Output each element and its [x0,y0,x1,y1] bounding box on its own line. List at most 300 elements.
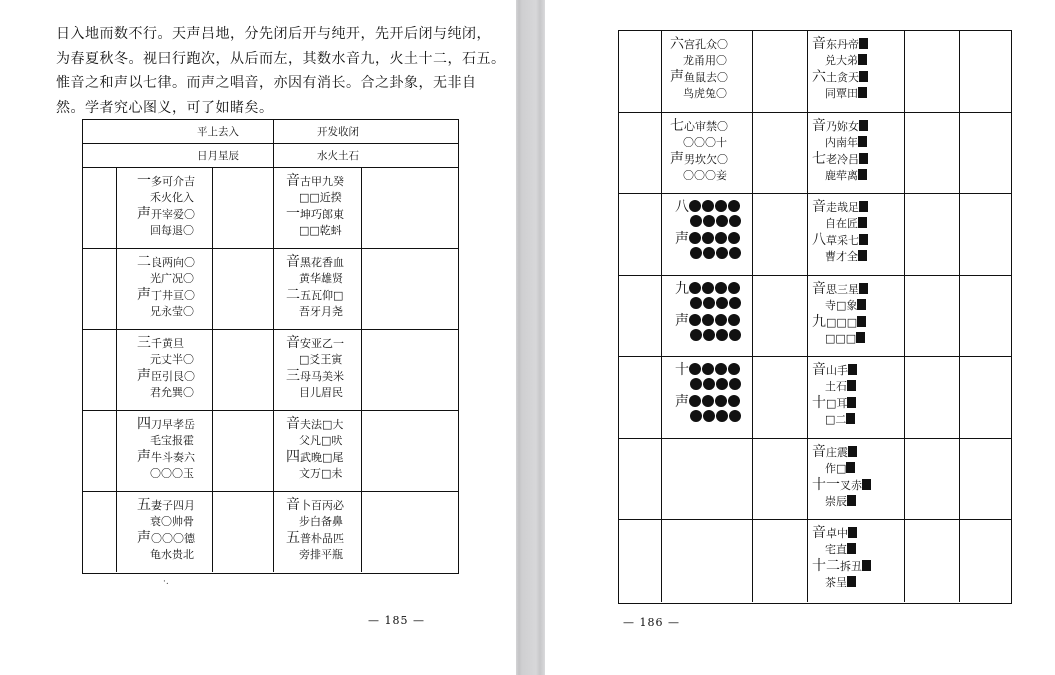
cell-text: 吾牙月尧 [299,305,343,318]
filled-circle-icon [716,410,728,422]
cell-text: 妻子四月 [151,499,195,512]
cell-label-top: 音 [286,173,300,189]
yin-cell [812,281,868,347]
filled-square-icon [847,380,856,391]
cell-line [286,352,344,368]
cell-text: 开宰爱〇 [151,208,195,221]
cell-text: 步白备鼻 [299,515,343,528]
cell-text: 〇〇〇德 [151,532,195,545]
cell-line [670,118,728,135]
cell-label-top: 八 [675,199,689,215]
cell-label-top: 音 [286,416,300,432]
cell-line [675,378,742,394]
cell-line [286,287,344,304]
cell-text: 东丹帝 [826,38,859,51]
cell-text: 草采七 [826,234,859,247]
filled-square-icon [859,38,868,49]
filled-circle-icon [703,297,715,309]
filled-circle-icon [689,232,701,244]
filled-circle-icon [715,200,727,212]
cell-line [286,173,344,190]
filled-circle-icon [703,329,715,341]
cell-line [286,466,343,482]
filled-circle-icon [689,363,701,375]
cell-line [812,412,857,428]
cell-text: 父凡□吠 [299,434,343,447]
filled-circle-icon [703,215,715,227]
cell-line [670,86,728,102]
left-page [0,0,516,675]
cell-line [286,497,344,514]
table-header-row [83,144,458,168]
sheng-cell [137,416,195,482]
filled-circle-icon [690,215,702,227]
filled-square-icon [848,364,857,375]
cell-label-top: 音 [812,443,826,460]
table-row [619,194,1011,276]
sheng-cell [670,118,728,184]
cell-line [670,168,728,184]
sheng-cell [137,497,195,563]
cell-text: 鸟虎兔〇 [683,87,727,100]
cell-line [137,449,195,466]
cell-text: 宫孔众〇 [684,38,728,51]
cell-line [670,36,728,53]
filled-circle-icon [716,215,728,227]
cell-label-top: 音 [812,280,826,297]
cell-text: 〇〇〇玉 [150,467,194,480]
cell-text: 刀早孝岳 [151,418,195,431]
intro-paragraph [56,22,506,120]
cell-label-top: 十 [675,362,689,378]
filled-circle-icon [715,395,727,407]
yin-cell [286,335,344,401]
table-row [83,249,458,330]
filled-circle-icon [728,395,740,407]
cell-label-bottom: 二 [286,287,300,303]
cell-line [812,314,868,331]
cell-line [670,151,728,168]
cell-text: 黄华雄贤 [299,272,343,285]
cell-line [812,151,868,168]
filled-square-icon [856,332,865,343]
cell-label-bottom: 一 [286,206,300,222]
cell-label-top: 音 [812,36,826,52]
cell-text: 古甲九癸 [300,175,344,188]
cell-text: 目儿眉民 [299,386,343,399]
table-row [83,168,458,249]
filled-circle-icon [690,297,702,309]
filled-circle-icon [715,232,727,244]
cell-label-top: 七 [670,117,684,134]
table-header-row [83,120,458,144]
cell-text: 多可介吉 [151,175,195,188]
cell-label-bottom: 声 [670,150,684,167]
cell-line [812,542,871,558]
cell-label-top: 音 [812,199,826,215]
cell-label-bottom: 声 [670,69,684,85]
cell-text: 武晚□尾 [300,451,344,464]
cell-line [675,410,742,426]
filled-circle-icon [703,247,715,259]
filled-circle-icon [729,410,741,422]
cell-line [670,53,728,69]
cell-line [812,36,868,53]
cell-label-bottom: 声 [137,368,151,384]
filled-square-icon [847,543,856,554]
table-row [619,357,1011,439]
cell-label-top: 三 [137,335,151,351]
filled-square-icon [862,479,871,490]
filled-circle-icon [689,200,701,212]
cell-label-bottom: 声 [137,287,151,303]
cell-text: 土石 [825,380,847,393]
cell-text: 千黄旦 [151,337,184,350]
cell-line [137,335,195,352]
filled-square-icon [859,201,868,212]
filled-circle-icon [702,282,714,294]
cell-line [812,362,857,379]
filled-square-icon [846,462,855,473]
yin-cell [812,118,868,184]
cell-line [286,449,343,466]
cell-text: 寺□象 [825,298,858,312]
cell-text: 曹才全 [825,250,858,263]
cell-text: 内南年 [825,135,858,149]
cell-label-top: 二 [137,254,151,270]
cell-text: 茶呈 [825,576,847,589]
cell-line [812,331,868,347]
cell-line [137,416,195,433]
cell-text: 元丈半〇 [150,353,194,366]
cell-text: 老冷吕 [826,152,859,166]
cell-label-top: 四 [137,416,151,432]
intro-line: 惟音之和声以七律。而声之唱音，亦因有消长。合之卦象，无非自 [56,75,477,91]
yin-cell [812,199,868,265]
filled-square-icon [859,283,868,294]
cell-line [286,223,344,239]
table-row [83,330,458,411]
table-row [619,113,1011,195]
intro-line: 然。学者究心图义，可了如睹矣。 [56,99,274,116]
cell-line [812,216,868,232]
right-table [618,30,1012,604]
cell-label-bottom: 声 [137,530,151,546]
cell-text: 龟水贵北 [150,548,194,561]
cell-label-top: 音 [812,117,826,134]
table-body [619,31,1011,602]
yin-cell [812,36,868,102]
cell-line [812,379,857,395]
cell-line [812,494,871,510]
cell-label-bottom: 声 [675,312,689,329]
cell-text: 土贪天 [826,71,859,84]
filled-square-icon [858,217,867,228]
page-number: — 186 — [623,616,680,629]
cell-line [675,247,742,263]
cell-line [670,69,728,86]
sheng-cell [675,281,742,345]
cell-text: 鹿荦离 [825,168,858,182]
filled-square-icon [847,576,856,587]
cell-text: 卓中 [826,527,848,540]
cell-line [812,298,868,314]
table-row [83,411,458,492]
cell-line [137,385,195,401]
cell-text: 良两向〇 [151,256,195,269]
cell-label-top: 九 [675,280,689,297]
filled-circle-icon [716,329,728,341]
cell-line [137,304,195,320]
filled-circle-icon [689,282,701,294]
filled-circle-icon [690,247,702,259]
cell-text: 臣引艮〇 [151,370,195,383]
cell-text: 兑大弟 [825,54,858,67]
filled-circle-icon [703,410,715,422]
cell-text: □爻王寅 [299,353,343,366]
cell-line [675,297,742,313]
cell-label-top: 一 [137,173,151,189]
filled-circle-icon [702,395,714,407]
header-cell: 日月星辰 [197,150,239,162]
cell-line [137,466,195,482]
filled-circle-icon [728,200,740,212]
cell-line [286,271,344,287]
cell-line [812,86,868,102]
cell-text: 禾火化入 [150,191,194,204]
cell-label-bottom: 四 [286,449,300,465]
filled-circle-icon [715,282,727,294]
cell-line [812,395,857,412]
cell-text: 龙甬用〇 [683,54,727,67]
sheng-cell [675,362,742,426]
cell-text: 黑花香血 [300,256,344,269]
cell-line [812,232,868,249]
cell-text: 回每退〇 [150,224,194,237]
cell-text: 五瓦仰□ [300,289,344,302]
cell-text: □□□ [825,331,857,345]
cell-label-bottom: 十 [812,395,826,411]
filled-circle-icon [689,395,701,407]
cell-line [137,514,195,530]
cell-text: 毛宝报霍 [150,434,194,447]
table-row [83,492,458,573]
cell-label-top: 五 [137,497,151,513]
cell-label-bottom: 七 [812,150,826,167]
cell-line [812,575,871,591]
sheng-cell [670,36,728,102]
filled-circle-icon [716,247,728,259]
cell-line [812,249,868,265]
cell-text: □□□ [826,315,858,329]
cell-line [286,514,344,530]
filled-circle-icon [729,215,741,227]
cell-text: 衰〇帅骨 [150,515,194,528]
table-body [83,168,458,572]
cell-line [286,530,344,547]
cell-label-bottom: 六 [812,69,826,85]
intro-line: 日入地而数不行。天声吕地，分先闭后开与纯开，先开后闭与纯闭， [56,26,491,42]
cell-label-top: 音 [812,525,826,541]
cell-line [812,199,868,216]
cell-text: 作□ [825,461,847,475]
cell-line [675,329,742,345]
cell-line [675,215,742,231]
cell-label-bottom: 三 [286,368,300,384]
yin-cell [286,254,344,320]
filled-square-icon [848,446,857,457]
cell-text: □□乾蚪 [299,224,342,237]
filled-circle-icon [716,378,728,390]
cell-line [286,206,344,223]
cell-label-top: 六 [670,36,684,52]
cell-text: □耳 [826,397,848,410]
filled-square-icon [857,299,866,310]
cell-line [812,135,868,151]
cell-label-bottom: 声 [675,231,689,247]
cell-line [812,525,871,542]
filled-circle-icon [716,297,728,309]
cell-text: 宅直 [825,543,847,556]
sheng-cell [137,335,195,401]
cell-line [286,416,343,433]
cell-line [137,206,195,223]
header-cell: 平上去入 [197,126,239,138]
cell-label-top: 音 [286,254,300,270]
filled-circle-icon [689,314,701,326]
cell-line [670,135,728,151]
cell-text: 〇〇〇妾 [683,168,727,182]
cell-text: 旁排平瓶 [299,548,343,561]
cell-text: 光广况〇 [150,272,194,285]
filled-circle-icon [702,314,714,326]
filled-square-icon [859,120,868,131]
cell-text: 崇辰 [825,494,847,508]
cell-label-top: 音 [812,362,826,378]
filled-circle-icon [715,314,727,326]
yin-cell [286,497,344,563]
cell-text: 拆丑 [840,560,862,573]
cell-line [812,558,871,575]
cell-label-bottom: 九 [812,313,826,330]
left-table [82,119,459,574]
cell-line [286,368,344,385]
cell-text: 安亚乙一 [300,337,344,350]
cell-label-bottom: 声 [137,449,151,465]
cell-label-bottom: 十一 [812,476,840,493]
cell-line [137,530,195,547]
filled-square-icon [858,87,867,98]
cell-text: 文万□未 [299,467,343,480]
cell-text: 卜百丙必 [300,499,344,512]
filled-square-icon [859,71,868,82]
cell-text: □□近揆 [299,191,342,204]
cell-line [675,199,742,215]
filled-circle-icon [690,410,702,422]
filled-circle-icon [729,329,741,341]
cell-line [812,461,871,477]
filled-square-icon [859,153,868,164]
table-row [619,276,1011,358]
cell-line [137,352,195,368]
cell-line [812,53,868,69]
filled-circle-icon [702,200,714,212]
cell-text: 叉赤 [840,478,862,492]
filled-square-icon [846,413,855,424]
filled-circle-icon [728,363,740,375]
cell-text: 〇〇〇十 [683,135,727,149]
filled-circle-icon [728,282,740,294]
filled-circle-icon [729,297,741,309]
cell-line [812,118,868,135]
filled-circle-icon [729,247,741,259]
cell-text: 自在匠 [825,217,858,230]
cell-label-top: 音 [286,335,300,351]
cell-label-bottom: 声 [675,394,689,410]
yin-cell [286,173,344,239]
yin-cell [286,416,343,482]
cell-line [286,254,344,271]
cell-text: 丁井亘〇 [151,289,195,302]
filled-circle-icon [690,329,702,341]
intro-line: 为春夏秋冬。视曰行跑次，从后而左，其数水音九，火土十二，石五。 [56,50,506,67]
filled-circle-icon [690,378,702,390]
cell-text: 心审禁〇 [684,119,728,133]
cell-line [137,190,195,206]
yin-cell [812,525,871,591]
cell-text: 乃妳女 [826,119,859,133]
right-page [545,0,1055,675]
filled-square-icon [848,527,857,538]
cell-text: 鱼鼠去〇 [684,71,728,84]
cell-line [286,335,344,352]
filled-circle-icon [702,363,714,375]
cell-text: 庄震 [826,445,848,459]
cell-line [675,362,742,378]
cell-text: 牛斗奏六 [151,451,195,464]
cell-label-bottom: 五 [286,530,300,546]
sheng-cell [137,254,195,320]
filled-square-icon [857,316,866,327]
cell-text: 坤巧郎東 [300,208,344,221]
cell-line [137,173,195,190]
cell-line [137,368,195,385]
filled-square-icon [858,250,867,261]
cell-text: 男坎欠〇 [684,152,728,166]
sheng-cell [675,199,742,263]
cell-line [812,168,868,184]
filled-square-icon [847,397,856,408]
scan-speck: ·. [163,577,169,587]
filled-circle-icon [728,314,740,326]
cell-line [675,281,742,297]
cell-text: 母马美米 [300,370,344,383]
cell-line [286,433,343,449]
cell-label-bottom: 十二 [812,558,840,574]
sheng-cell [137,173,195,239]
filled-square-icon [858,54,867,65]
cell-text: 思三星 [826,282,859,296]
cell-line [137,287,195,304]
cell-line [812,444,871,461]
cell-line [137,547,195,563]
cell-text: 山手 [826,364,848,377]
filled-circle-icon [715,363,727,375]
cell-text: 夫法□大 [300,418,344,431]
page-number: — 185 — [368,614,425,627]
table-row [619,31,1011,113]
cell-line [812,477,871,494]
